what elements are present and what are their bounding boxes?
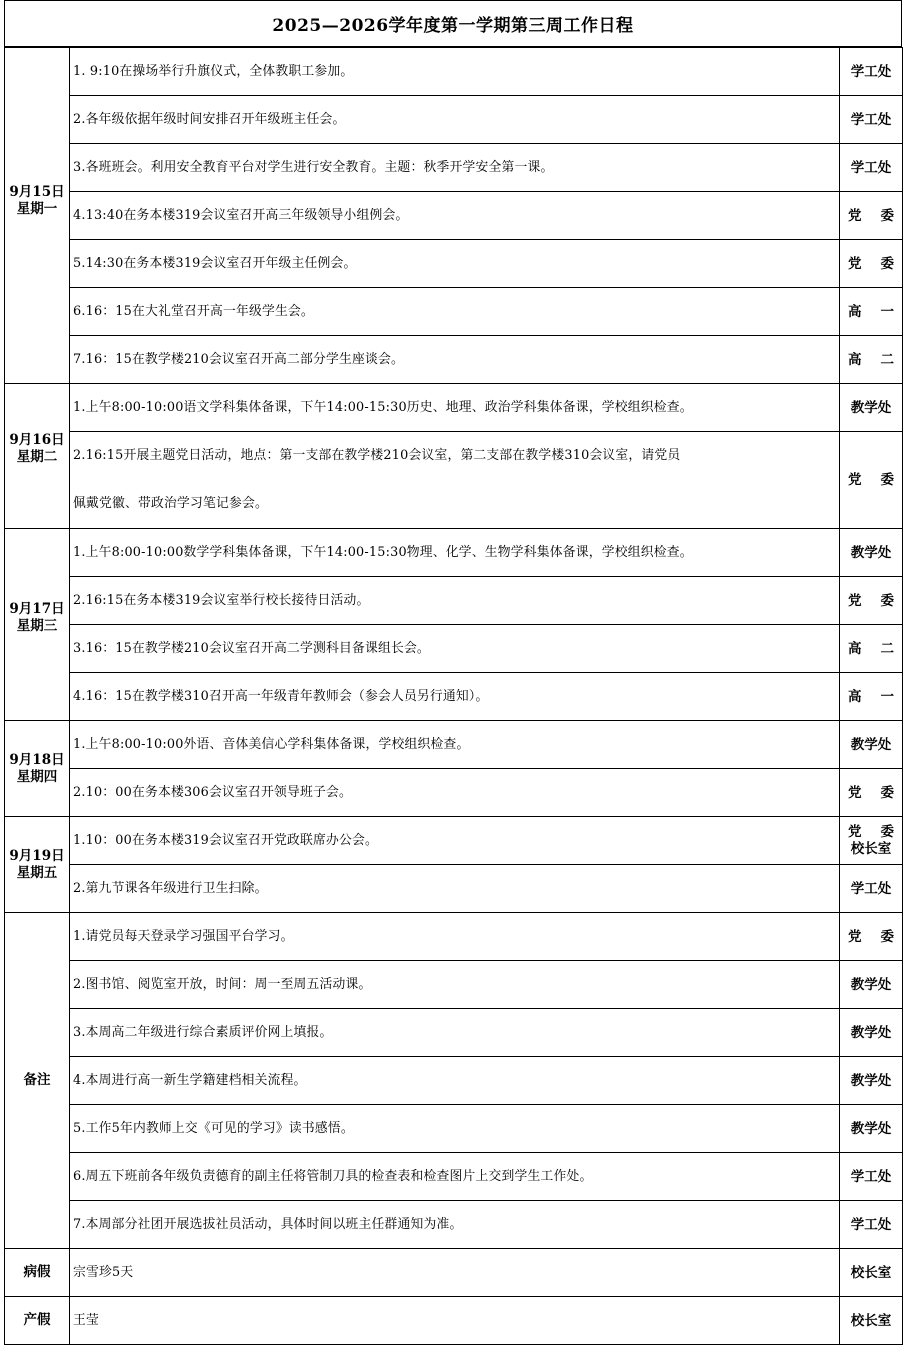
dept-cell: 党 委 校长室: [840, 817, 903, 865]
day-cell-monday: [5, 48, 70, 384]
table-row: [5, 721, 903, 769]
table-row: [5, 1153, 903, 1201]
schedule-item: 2.10：00在务本楼306会议室召开领导班子会。: [70, 769, 840, 817]
day-cell-tuesday: [5, 384, 70, 529]
note-item: 2.图书馆、阅览室开放，时间：周一至周五活动课。: [70, 961, 840, 1009]
dept-cell: 教学处: [840, 384, 903, 432]
notes-label-cell: 备注: [5, 913, 70, 1249]
day-weekday: 星期四: [16, 768, 58, 785]
schedule-item: 2.16:15开展主题党日活动，地点：第一支部在教学楼210会议室，第二支部在教学楼310会议室，请党员 佩戴党徽、带政治学习笔记参会。: [70, 432, 840, 529]
day-weekday: 星期一: [16, 200, 58, 217]
table-row: [5, 96, 903, 144]
table-row: [5, 432, 903, 529]
note-item: 1.请党员每天登录学习强国平台学习。: [70, 913, 840, 961]
dept-cell: 党 委: [840, 432, 903, 529]
dept-cell: 高 一: [840, 673, 903, 721]
day-date: 9月16日: [9, 432, 65, 448]
dept-cell: 高 一: [840, 288, 903, 336]
sick-leave-label: 病假: [5, 1249, 70, 1297]
note-item: 3.本周高二年级进行综合素质评价网上填报。: [70, 1009, 840, 1057]
schedule-item: 7.16：15在教学楼210会议室召开高二部分学生座谈会。: [70, 336, 840, 384]
dept-cell: 教学处: [840, 721, 903, 769]
day-weekday: 星期二: [16, 449, 58, 465]
table-row: [5, 48, 903, 96]
table-row: [5, 1201, 903, 1249]
schedule-item: 1.上午8:00-10:00外语、音体美信心学科集体备课，学校组织检查。: [70, 721, 840, 769]
day-weekday: 星期五: [16, 864, 58, 881]
table-row: [5, 1009, 903, 1057]
table-row: [5, 673, 903, 721]
dept-cell: 学工处: [840, 865, 903, 913]
dept-cell: 学工处: [840, 96, 903, 144]
table-row: [5, 913, 903, 961]
table-row: [5, 144, 903, 192]
table-row: [5, 1105, 903, 1153]
table-row: [5, 192, 903, 240]
table-row: [5, 769, 903, 817]
schedule-item: 1.上午8:00-10:00数学学科集体备课，下午14:00-15:30物理、化学、生物学科集体备课，学校组织检查。: [70, 529, 840, 577]
day-date: 9月15日: [9, 183, 65, 200]
dept-cell: 教学处: [840, 1057, 903, 1105]
day-date: 9月19日: [9, 847, 65, 864]
table-row: [5, 1249, 903, 1297]
schedule-item: 3.各班班会。利用安全教育平台对学生进行安全教育。主题：秋季开学安全第一课。: [70, 144, 840, 192]
dept-cell: 教学处: [840, 1009, 903, 1057]
note-item: 7.本周部分社团开展选拔社员活动，具体时间以班主任群通知为准。: [70, 1201, 840, 1249]
table-row: [5, 288, 903, 336]
schedule-item: 2.16:15在务本楼319会议室举行校长接待日活动。: [70, 577, 840, 625]
note-item: 5.工作5年内教师上交《可见的学习》读书感悟。: [70, 1105, 840, 1153]
dept-cell: 党 委: [840, 192, 903, 240]
page-title: 2025—2026学年度第一学期第三周工作日程: [4, 0, 902, 47]
note-item: 6.周五下班前各年级负责德育的副主任将管制刀具的检查表和检查图片上交到学生工作处。: [70, 1153, 840, 1201]
schedule-item: 1. 9:10在操场举行升旗仪式，全体教职工参加。: [70, 48, 840, 96]
table-row: [5, 625, 903, 673]
dept-cell: 学工处: [840, 1153, 903, 1201]
schedule-item: 2.第九节课各年级进行卫生扫除。: [70, 865, 840, 913]
dept-cell: 教学处: [840, 1105, 903, 1153]
day-date: 9月17日: [9, 600, 65, 617]
dept-cell: 教学处: [840, 529, 903, 577]
schedule-item: 1.上午8:00-10:00语文学科集体备课，下午14:00-15:30历史、地理、政治学科集体备课，学校组织检查。: [70, 384, 840, 432]
dept-cell: 党 委: [840, 577, 903, 625]
dept-cell: 学工处: [840, 144, 903, 192]
dept-cell: 学工处: [840, 1201, 903, 1249]
dept-cell: 高 二: [840, 336, 903, 384]
note-item: 4.本周进行高一新生学籍建档相关流程。: [70, 1057, 840, 1105]
dept-cell: 党 委: [840, 769, 903, 817]
table-row: [5, 336, 903, 384]
schedule-item: 1.10：00在务本楼319会议室召开党政联席办公会。: [70, 817, 840, 865]
schedule-item: 3.16：15在教学楼210会议室召开高二学测科目备课组长会。: [70, 625, 840, 673]
day-weekday: 星期三: [16, 617, 58, 634]
table-row: [5, 529, 903, 577]
dept-cell: 校长室: [840, 1249, 903, 1297]
day-cell-thursday: [5, 721, 70, 817]
schedule-item: 4.13:40在务本楼319会议室召开高三年级领导小组例会。: [70, 192, 840, 240]
table-row: [5, 240, 903, 288]
schedule-item: 4.16：15在教学楼310召开高一年级青年教师会（参会人员另行通知）。: [70, 673, 840, 721]
dept-cell: 学工处: [840, 48, 903, 96]
day-date: 9月18日: [9, 751, 65, 768]
schedule-item: 5.14:30在务本楼319会议室召开年级主任例会。: [70, 240, 840, 288]
dept-cell: 教学处: [840, 961, 903, 1009]
table-row: [5, 1057, 903, 1105]
table-row: [5, 865, 903, 913]
dept-cell: 校长室: [840, 1297, 903, 1345]
maternity-leave-value: 王莹: [70, 1297, 840, 1345]
table-row: [5, 577, 903, 625]
schedule-table: [4, 47, 903, 1345]
dept-cell: 党 委: [840, 240, 903, 288]
dept-cell: 党 委: [840, 913, 903, 961]
day-cell-wednesday: [5, 529, 70, 721]
schedule-item: 6.16：15在大礼堂召开高一年级学生会。: [70, 288, 840, 336]
table-row: [5, 384, 903, 432]
maternity-leave-label: 产假: [5, 1297, 70, 1345]
sick-leave-value: 宗雪珍5天: [70, 1249, 840, 1297]
table-row: [5, 1297, 903, 1345]
day-cell-friday: [5, 817, 70, 913]
table-row: [5, 961, 903, 1009]
dept-cell: 高 二: [840, 625, 903, 673]
table-row: [5, 817, 903, 865]
schedule-item: 2.各年级依据年级时间安排召开年级班主任会。: [70, 96, 840, 144]
